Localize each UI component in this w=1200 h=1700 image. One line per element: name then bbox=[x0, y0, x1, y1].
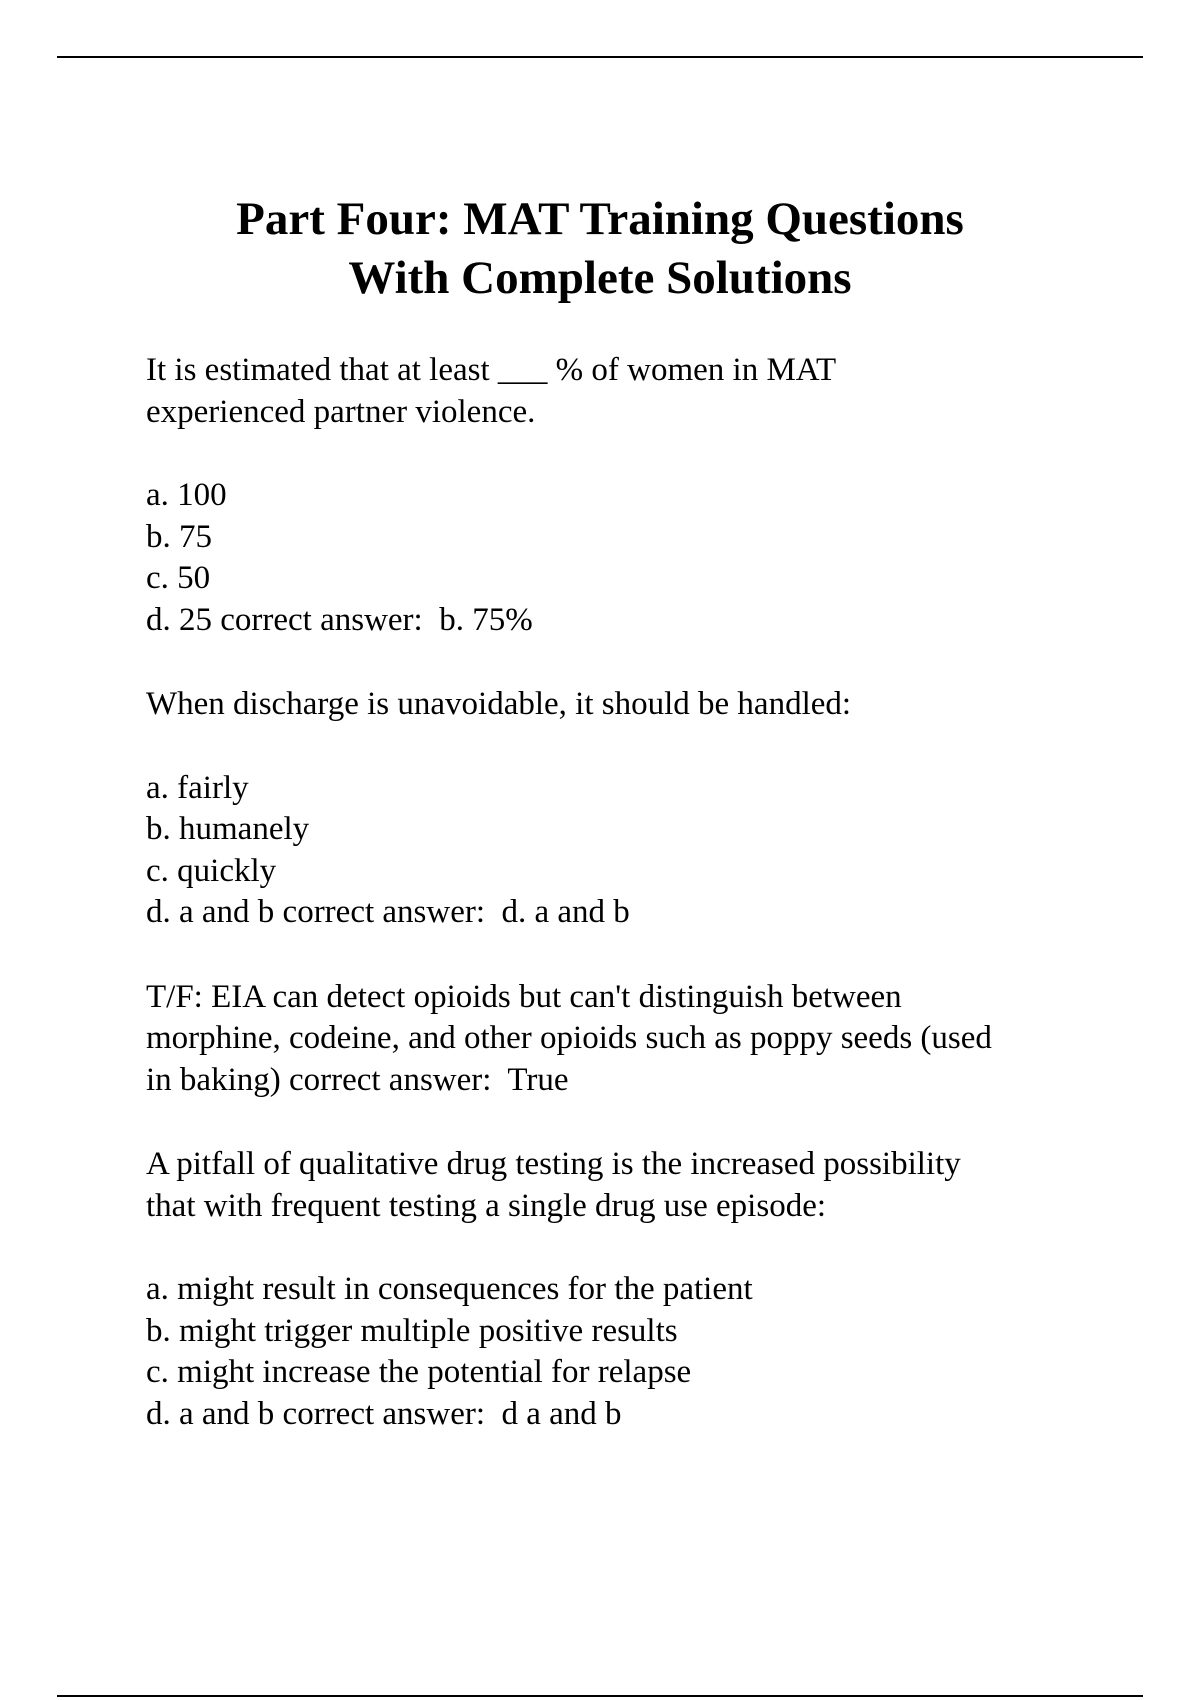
question-4-option-d-answer: d. a and b correct answer: d a and b bbox=[146, 1395, 622, 1432]
question-4-stem bbox=[146, 1144, 1106, 1227]
question-4 bbox=[146, 1144, 1106, 1435]
question-1-option-c: c. 50 bbox=[146, 560, 211, 596]
question-1-options bbox=[146, 475, 1106, 641]
question-2 bbox=[146, 684, 1106, 934]
question-1-stem bbox=[146, 350, 1106, 433]
question-2-stem-line-1: When discharge is unavoidable, it should be handled: bbox=[146, 686, 852, 722]
question-4-stem-line-2: that with frequent testing a single drug use episode: bbox=[146, 1187, 827, 1224]
question-2-options bbox=[146, 768, 1106, 934]
question-2-option-d-answer: d. a and b correct answer: d. a and b bbox=[146, 894, 630, 930]
question-3 bbox=[146, 977, 1106, 1102]
page-title-line-1: Part Four: MAT Training Questions bbox=[236, 193, 964, 245]
page-title bbox=[0, 190, 1200, 308]
question-2-option-a: a. fairly bbox=[146, 769, 249, 806]
top-divider bbox=[57, 56, 1143, 58]
question-3-stem bbox=[146, 977, 1106, 1102]
question-1-option-d-answer: d. 25 correct answer: b. 75% bbox=[146, 601, 533, 638]
question-1-stem-line-2: experienced partner violence. bbox=[146, 393, 536, 430]
question-4-option-c: c. might increase the potential for relapse bbox=[146, 1354, 692, 1390]
question-1-stem-line-1: It is estimated that at least ___ % of women in MAT bbox=[146, 352, 837, 388]
question-1-option-a: a. 100 bbox=[146, 477, 227, 513]
question-list bbox=[146, 350, 1106, 1435]
question-2-option-b: b. humanely bbox=[146, 811, 310, 847]
question-4-option-b: b. might trigger multiple positive results bbox=[146, 1312, 678, 1349]
question-2-stem bbox=[146, 684, 1106, 726]
question-3-stem-line-2: morphine, codeine, and other opioids such as poppy seeds (used bbox=[146, 1020, 992, 1056]
bottom-divider bbox=[57, 1695, 1143, 1697]
question-3-stem-line-1: T/F: EIA can detect opioids but can't distinguish between bbox=[146, 978, 902, 1015]
question-2-option-c: c. quickly bbox=[146, 852, 277, 889]
question-4-option-a: a. might result in consequences for the patient bbox=[146, 1271, 753, 1307]
page-title-line-2: With Complete Solutions bbox=[348, 252, 852, 304]
question-4-stem-line-1: A pitfall of qualitative drug testing is the increased possibility bbox=[146, 1146, 961, 1182]
question-4-options bbox=[146, 1269, 1106, 1435]
question-1 bbox=[146, 350, 1106, 641]
question-3-stem-line-3-answer: in baking) correct answer: True bbox=[146, 1061, 569, 1098]
question-1-option-b: b. 75 bbox=[146, 518, 212, 555]
